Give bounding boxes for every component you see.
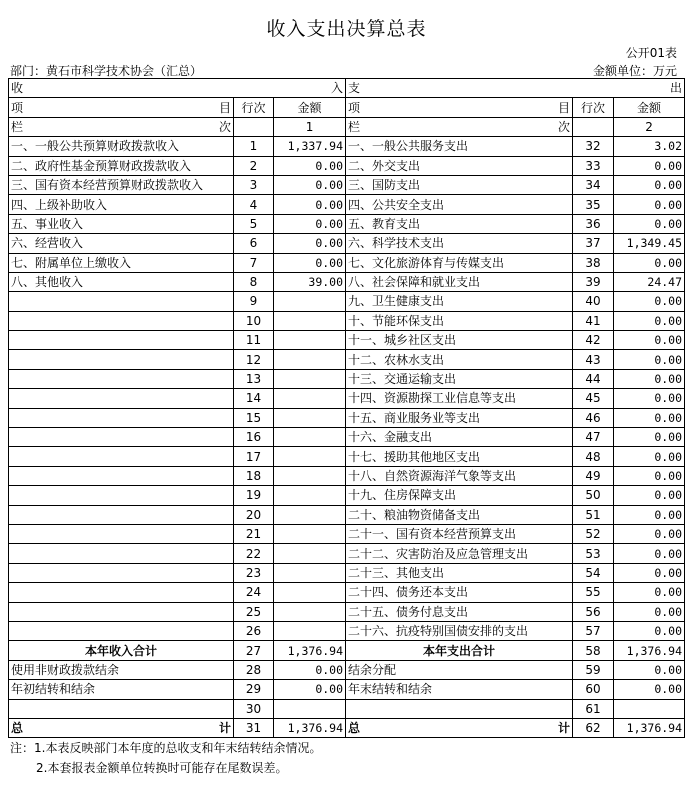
- expense-line-number: 53: [573, 544, 614, 563]
- expense-line-number: 59: [573, 660, 614, 679]
- income-line-number: 28: [234, 660, 274, 679]
- expense-amount: 3.02: [614, 137, 685, 156]
- expense-amount: 0.00: [614, 680, 685, 699]
- department-label: 部门：黄石市科学技术协会（汇总）: [10, 64, 203, 78]
- income-line-number: 13: [234, 369, 274, 388]
- expense-amount: 0.00: [614, 524, 685, 543]
- expense-amount: 0.00: [614, 486, 685, 505]
- expense-line-number: 45: [573, 389, 614, 408]
- income-line-number: 7: [234, 253, 274, 272]
- table-row: [9, 428, 685, 447]
- income-amount: 0.00: [274, 253, 346, 272]
- expense-amount: [614, 699, 685, 718]
- income-amount: [274, 428, 346, 447]
- expense-line-number: 44: [573, 369, 614, 388]
- income-item-name: 使用非财政拨款结余: [9, 660, 234, 679]
- income-item-name: [9, 524, 234, 543]
- income-line-number: 12: [234, 350, 274, 369]
- income-line-number: 24: [234, 583, 274, 602]
- income-line-number: 1: [234, 137, 274, 156]
- income-amount: [274, 505, 346, 524]
- income-line-number: 15: [234, 408, 274, 427]
- income-item-name: 二、政府性基金预算财政拨款收入: [9, 156, 234, 175]
- expense-amount: 0.00: [614, 447, 685, 466]
- expense-line-number: 52: [573, 524, 614, 543]
- expense-amount: 0.00: [614, 563, 685, 582]
- income-item-name: [9, 369, 234, 388]
- income-amount: 0.00: [274, 214, 346, 233]
- note-2: 2.本套报表金额单位转换时可能存在尾数误差。: [36, 761, 288, 775]
- table-row: [9, 389, 685, 408]
- table-row: [9, 680, 685, 699]
- expense-item-name: 二十二、灾害防治及应急管理支出: [346, 544, 573, 563]
- income-item-name: [9, 408, 234, 427]
- income-amount: [274, 699, 346, 718]
- income-line-number: 17: [234, 447, 274, 466]
- income-item-name: [9, 292, 234, 311]
- annual-total-row: [9, 641, 685, 660]
- expense-amount: 0.00: [614, 292, 685, 311]
- income-item-name: 三、国有资本经营预算财政拨款收入: [9, 175, 234, 194]
- income-item-name: 八、其他收入: [9, 272, 234, 291]
- table-row: [9, 466, 685, 485]
- table-row: [9, 175, 685, 194]
- table-row: [9, 156, 685, 175]
- expense-line-number: 60: [573, 680, 614, 699]
- report-title: 收入支出决算总表: [266, 18, 427, 40]
- table-row: [9, 137, 685, 156]
- notes: [10, 738, 321, 778]
- expense-total-label: 本年支出合计: [346, 641, 573, 660]
- expense-line-number: 51: [573, 505, 614, 524]
- expense-item-name: 二十四、债务还本支出: [346, 583, 573, 602]
- income-total-amount: 1,376.94: [274, 641, 346, 660]
- income-expense-table: [8, 78, 685, 738]
- income-line-number: 21: [234, 524, 274, 543]
- income-line-number: 23: [234, 563, 274, 582]
- expense-line-number: 61: [573, 699, 614, 718]
- income-item-name: 年初结转和结余: [9, 680, 234, 699]
- expense-amount: 0.00: [614, 195, 685, 214]
- expense-item-name: 十六、金融支出: [346, 428, 573, 447]
- income-line-number: 5: [234, 214, 274, 233]
- income-line-number: 4: [234, 195, 274, 214]
- expense-item-name: [346, 699, 573, 718]
- expense-amount: 0.00: [614, 389, 685, 408]
- income-amount: [274, 563, 346, 582]
- expense-line-number: 47: [573, 428, 614, 447]
- income-amount: 0.00: [274, 175, 346, 194]
- income-amount: [274, 447, 346, 466]
- expense-item-name: 十二、农林水支出: [346, 350, 573, 369]
- income-line-number: 10: [234, 311, 274, 330]
- income-line-number: 11: [234, 331, 274, 350]
- income-amount: 0.00: [274, 680, 346, 699]
- expense-item-name: 十九、住房保障支出: [346, 486, 573, 505]
- expense-line-number: 41: [573, 311, 614, 330]
- expense-item-name: 二十一、国有资本经营预算支出: [346, 524, 573, 543]
- expense-grand-total-label: 总 计: [346, 718, 573, 737]
- table-row: [9, 699, 685, 718]
- income-item-name: [9, 563, 234, 582]
- expense-line-number: 48: [573, 447, 614, 466]
- expense-line-number: 49: [573, 466, 614, 485]
- income-amount: [274, 408, 346, 427]
- header-row-section: [9, 79, 685, 98]
- expense-amount: 0.00: [614, 408, 685, 427]
- income-amount-header: 金额: [274, 98, 346, 117]
- income-line-header: 行次: [234, 98, 274, 117]
- income-amount: [274, 486, 346, 505]
- expense-col-label: 栏 次: [346, 117, 573, 136]
- expense-line-number: 43: [573, 350, 614, 369]
- expense-item-name: 二十三、其他支出: [346, 563, 573, 582]
- expense-amount: 0.00: [614, 331, 685, 350]
- table-row: [9, 234, 685, 253]
- income-line-number: 2: [234, 156, 274, 175]
- table-row: [9, 292, 685, 311]
- expense-line-number: 54: [573, 563, 614, 582]
- expense-item-name: 三、国防支出: [346, 175, 573, 194]
- income-amount: [274, 544, 346, 563]
- income-item-name: [9, 621, 234, 640]
- income-line-number: 26: [234, 621, 274, 640]
- expense-amount: 0.00: [614, 505, 685, 524]
- income-amount: [274, 292, 346, 311]
- income-item-name: [9, 602, 234, 621]
- expense-line-number: 42: [573, 331, 614, 350]
- income-item-name: [9, 699, 234, 718]
- table-row: [9, 311, 685, 330]
- expense-item-header: 项 目: [346, 98, 573, 117]
- expense-item-name: 二十、粮油物资储备支出: [346, 505, 573, 524]
- table-row: [9, 272, 685, 291]
- expense-line-number: 50: [573, 486, 614, 505]
- income-amount: [274, 621, 346, 640]
- income-item-name: [9, 428, 234, 447]
- income-amount: 0.00: [274, 234, 346, 253]
- expense-amount: 0.00: [614, 428, 685, 447]
- expense-item-name: 十五、商业服务业等支出: [346, 408, 573, 427]
- expense-line-number: 39: [573, 272, 614, 291]
- expense-line-number: 38: [573, 253, 614, 272]
- table-row: [9, 602, 685, 621]
- income-col-blank: [234, 117, 274, 136]
- expense-amount: 0.00: [614, 621, 685, 640]
- income-amount: [274, 311, 346, 330]
- expense-col-blank: [573, 117, 614, 136]
- income-total-label: 本年收入合计: [9, 641, 234, 660]
- table-row: [9, 621, 685, 640]
- income-line-number: 6: [234, 234, 274, 253]
- grand-total-row: [9, 718, 685, 737]
- income-item-name: 四、上级补助收入: [9, 195, 234, 214]
- income-amount: [274, 583, 346, 602]
- expense-item-name: 十、节能环保支出: [346, 311, 573, 330]
- expense-amount: 0.00: [614, 660, 685, 679]
- form-code: 公开01表: [625, 46, 677, 60]
- table-row: [9, 214, 685, 233]
- expense-amount: 0.00: [614, 156, 685, 175]
- income-amount: 1,337.94: [274, 137, 346, 156]
- income-line-number: 9: [234, 292, 274, 311]
- table-row: [9, 583, 685, 602]
- income-line-number: 18: [234, 466, 274, 485]
- header-row-column-index: [9, 117, 685, 136]
- expense-total-amount: 1,376.94: [614, 641, 685, 660]
- expense-item-name: 十八、自然资源海洋气象等支出: [346, 466, 573, 485]
- expense-line-number: 34: [573, 175, 614, 194]
- income-amount: [274, 389, 346, 408]
- expense-item-name: 七、文化旅游体育与传媒支出: [346, 253, 573, 272]
- income-item-name: [9, 486, 234, 505]
- expense-item-name: 十七、援助其他地区支出: [346, 447, 573, 466]
- income-item-name: [9, 544, 234, 563]
- income-amount: [274, 369, 346, 388]
- income-grand-total-line: 31: [234, 718, 274, 737]
- expense-item-name: 二十五、债务付息支出: [346, 602, 573, 621]
- header-row-columns: [9, 98, 685, 117]
- income-item-name: [9, 311, 234, 330]
- expense-grand-total-line: 62: [573, 718, 614, 737]
- expense-amount: 0.00: [614, 602, 685, 621]
- income-item-name: [9, 331, 234, 350]
- expense-line-number: 56: [573, 602, 614, 621]
- income-grand-total-label: 总 计: [9, 718, 234, 737]
- expense-item-name: 二、外交支出: [346, 156, 573, 175]
- income-line-number: 3: [234, 175, 274, 194]
- table-row: [9, 350, 685, 369]
- expense-amount: 0.00: [614, 583, 685, 602]
- income-section-header: 收 入: [9, 79, 346, 98]
- income-grand-total-amount: 1,376.94: [274, 718, 346, 737]
- table-row: [9, 253, 685, 272]
- expense-item-name: 八、社会保障和就业支出: [346, 272, 573, 291]
- expense-line-number: 55: [573, 583, 614, 602]
- table-row: [9, 660, 685, 679]
- income-line-number: 29: [234, 680, 274, 699]
- income-line-number: 30: [234, 699, 274, 718]
- income-col-number: 1: [274, 117, 346, 136]
- expense-total-line: 58: [573, 641, 614, 660]
- income-line-number: 19: [234, 486, 274, 505]
- income-line-number: 16: [234, 428, 274, 447]
- table-row: [9, 331, 685, 350]
- income-line-number: 25: [234, 602, 274, 621]
- expense-amount: 24.47: [614, 272, 685, 291]
- income-item-name: [9, 389, 234, 408]
- income-amount: [274, 602, 346, 621]
- income-line-number: 20: [234, 505, 274, 524]
- expense-amount: 0.00: [614, 175, 685, 194]
- income-amount: [274, 331, 346, 350]
- expense-line-number: 35: [573, 195, 614, 214]
- income-total-line: 27: [234, 641, 274, 660]
- expense-col-number: 2: [614, 117, 685, 136]
- income-amount: 0.00: [274, 156, 346, 175]
- expense-item-name: 结余分配: [346, 660, 573, 679]
- expense-amount: 0.00: [614, 253, 685, 272]
- expense-item-name: 十三、交通运输支出: [346, 369, 573, 388]
- expense-line-number: 46: [573, 408, 614, 427]
- expense-section-header: 支 出: [346, 79, 685, 98]
- income-item-name: 一、一般公共预算财政拨款收入: [9, 137, 234, 156]
- expense-item-name: 一、一般公共服务支出: [346, 137, 573, 156]
- expense-amount: 0.00: [614, 350, 685, 369]
- expense-amount: 0.00: [614, 466, 685, 485]
- expense-line-number: 57: [573, 621, 614, 640]
- income-amount: 0.00: [274, 195, 346, 214]
- income-item-name: [9, 505, 234, 524]
- income-item-name: [9, 447, 234, 466]
- expense-amount: 0.00: [614, 369, 685, 388]
- expense-line-number: 33: [573, 156, 614, 175]
- expense-amount: 1,349.45: [614, 234, 685, 253]
- income-item-name: [9, 350, 234, 369]
- table-row: [9, 195, 685, 214]
- expense-line-number: 32: [573, 137, 614, 156]
- amount-unit: 金额单位：万元: [592, 64, 677, 78]
- table-row: [9, 544, 685, 563]
- income-amount: 0.00: [274, 660, 346, 679]
- expense-item-name: 九、卫生健康支出: [346, 292, 573, 311]
- expense-amount: 0.00: [614, 214, 685, 233]
- income-amount: [274, 524, 346, 543]
- income-line-number: 8: [234, 272, 274, 291]
- expense-line-header: 行次: [573, 98, 614, 117]
- table-row: [9, 524, 685, 543]
- income-item-name: 五、事业收入: [9, 214, 234, 233]
- income-item-header: 项 目: [9, 98, 234, 117]
- expense-item-name: 二十六、抗疫特别国债安排的支出: [346, 621, 573, 640]
- expense-item-name: 年末结转和结余: [346, 680, 573, 699]
- note-1: 注：1.本表反映部门本年度的总收支和年末结转结余情况。: [10, 741, 322, 755]
- expense-amount-header: 金额: [614, 98, 685, 117]
- income-item-name: [9, 583, 234, 602]
- expense-item-name: 五、教育支出: [346, 214, 573, 233]
- expense-item-name: 十一、城乡社区支出: [346, 331, 573, 350]
- income-item-name: 七、附属单位上缴收入: [9, 253, 234, 272]
- expense-amount: 0.00: [614, 311, 685, 330]
- expense-item-name: 六、科学技术支出: [346, 234, 573, 253]
- expense-item-name: 十四、资源勘探工业信息等支出: [346, 389, 573, 408]
- expense-line-number: 40: [573, 292, 614, 311]
- expense-line-number: 37: [573, 234, 614, 253]
- expense-grand-total-amount: 1,376.94: [614, 718, 685, 737]
- income-amount: [274, 466, 346, 485]
- income-line-number: 22: [234, 544, 274, 563]
- expense-amount: 0.00: [614, 544, 685, 563]
- table-row: [9, 447, 685, 466]
- table-row: [9, 486, 685, 505]
- table-row: [9, 505, 685, 524]
- income-item-name: [9, 466, 234, 485]
- income-line-number: 14: [234, 389, 274, 408]
- income-amount: [274, 350, 346, 369]
- expense-line-number: 36: [573, 214, 614, 233]
- income-col-label: 栏 次: [9, 117, 234, 136]
- expense-item-name: 四、公共安全支出: [346, 195, 573, 214]
- income-item-name: 六、经营收入: [9, 234, 234, 253]
- table-row: [9, 408, 685, 427]
- table-row: [9, 563, 685, 582]
- income-amount: 39.00: [274, 272, 346, 291]
- table-row: [9, 369, 685, 388]
